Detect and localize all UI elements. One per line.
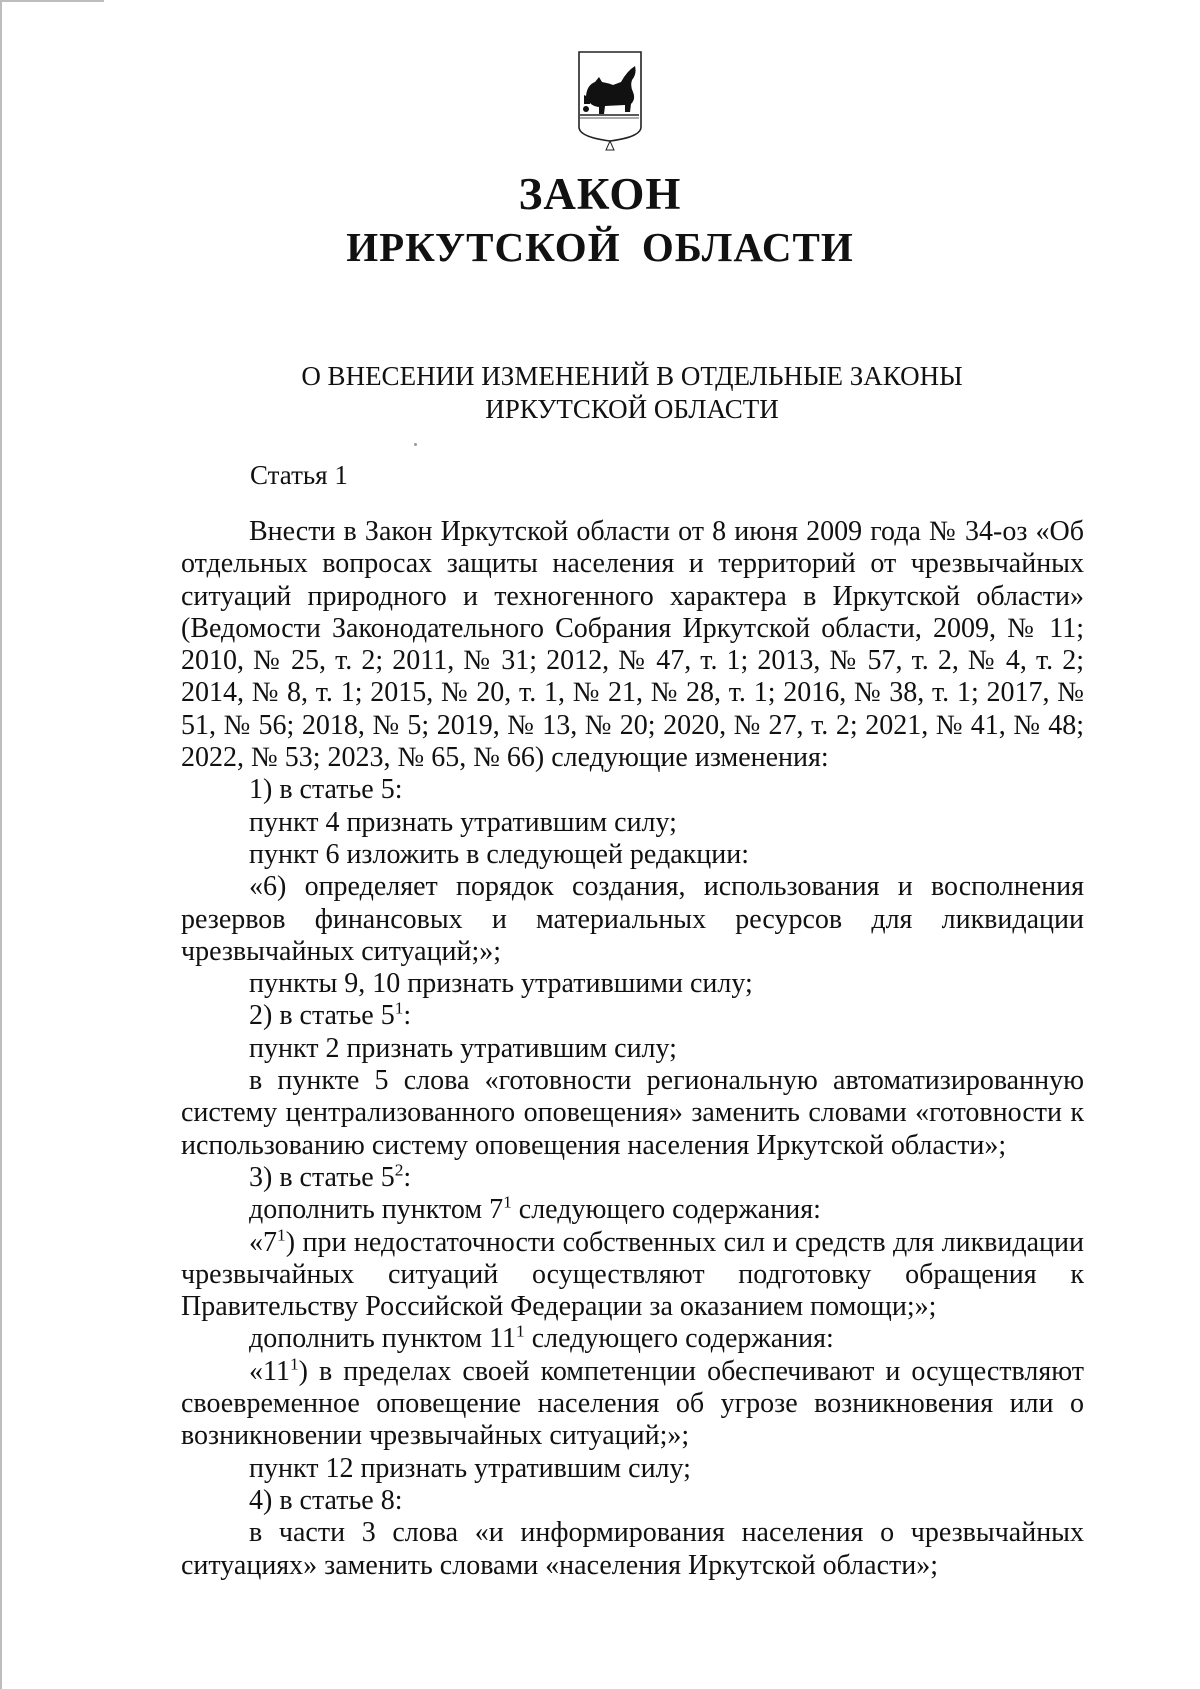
text-part: следующего содержания: (524, 1323, 834, 1355)
superscript: 1 (289, 1354, 299, 1374)
text-part: следующего содержания: (511, 1194, 821, 1226)
clause-text (181, 1194, 1084, 1226)
clause-text: пункт 6 изложить в следующей редакции: (249, 838, 749, 870)
issuer-title: ИРКУТСКОЙ ОБЛАСТИ (346, 224, 854, 270)
superscript: 2 (394, 1160, 404, 1180)
article-body (181, 516, 1084, 1582)
intro-paragraph: Внести в Закон Иркутской области от 8 июня 2009 года № 34-оз «Об отдельных вопросах защиты населения и территорий от чрезвычайных ситуаций природного и техногенного характера в Иркутской области» (Ведомости Законодательного Собрания Иркутской области, 2009, № 11; 2010, № 25, т. 2; 2011, № 31; 2012, № 47, т. 1; 2013, № 57, т. 2, № 4, т. 2; 2014, № 8, т. 1; 2015, № 20, т. 1, № 21, № 28, т. 1; 2016, № 38, т. 1; 2017, № 51, № 56; 2018, № 5; 2019, № 13, № 20; 2020, № 27, т. 2; 2021, № 41, № 48; 2022, № 53; 2023, № 65, № 66) следующие изменения: (181, 516, 1084, 774)
clause-text: пункт 4 признать утратившим силу; (249, 806, 677, 838)
coat-of-arms-icon (575, 49, 645, 152)
superscript: 1 (503, 1192, 512, 1212)
clause-text: пункты 9, 10 признать утратившими силу; (249, 968, 753, 1000)
superscript: 1 (394, 999, 404, 1019)
item-4: 4) в статье 8: (249, 1484, 403, 1516)
text-part: «11 (249, 1355, 290, 1387)
text-part: 3) в статье 5 (249, 1161, 395, 1193)
text-part: : (403, 1000, 412, 1032)
text-part: 2) в статье 5 (249, 1000, 395, 1032)
quoted-clause (181, 1227, 1084, 1324)
document-type-title: ЗАКОН (518, 169, 682, 219)
scan-speck (414, 443, 417, 446)
text-part: : (403, 1161, 412, 1193)
text-part: ) при недостаточности собственных сил и средств для ликвидации чрезвычайных ситуаций осуществляют подготовку обращения к Правительству Российской Федерации за оказанием помощи;»; (181, 1226, 1084, 1323)
text-part: ) в пределах своей компетенции обеспечивают и осуществляют своевременное оповещение населения об угрозе возникновения или о возникновении чрезвычайных ситуаций;»; (181, 1355, 1084, 1452)
clause-text: в части 3 слова «и информирования населения о чрезвычайных ситуациях» заменить словами «населения Иркутской области»; (181, 1517, 1084, 1581)
text-part: «7 (249, 1226, 277, 1258)
scan-edge-top (0, 0, 104, 2)
clause-text: в пункте 5 слова «готовности региональную автоматизированную систему централизованного оповещения» заменить словами «готовности к использованию систему оповещения населения Иркутской области»; (181, 1065, 1084, 1161)
quoted-clause (181, 1356, 1084, 1453)
superscript: 1 (516, 1322, 525, 1342)
article-heading: Статья 1 (250, 460, 348, 490)
item-3 (181, 1162, 1084, 1194)
item-2 (181, 1000, 1084, 1032)
law-name-line-2: ИРКУТСКОЙ ОБЛАСТИ (485, 394, 779, 424)
item-1: 1) в статье 5: (249, 774, 403, 806)
text-part: дополнить пунктом 11 (249, 1323, 517, 1355)
clause-text: пункт 12 признать утратившим силу; (249, 1452, 691, 1484)
law-name-line-1: О ВНЕСЕНИИ ИЗМЕНЕНИЙ В ОТДЕЛЬНЫЕ ЗАКОНЫ (301, 361, 963, 391)
clause-text: пункт 2 признать утратившим силу; (249, 1032, 677, 1064)
text-part: дополнить пунктом 7 (249, 1194, 504, 1226)
quoted-clause: «6) определяет порядок создания, использования и восполнения резервов финансовых и материальных ресурсов для ликвидации чрезвычайных ситуаций;»; (181, 871, 1084, 967)
clause-text (181, 1323, 1084, 1355)
superscript: 1 (277, 1225, 286, 1245)
